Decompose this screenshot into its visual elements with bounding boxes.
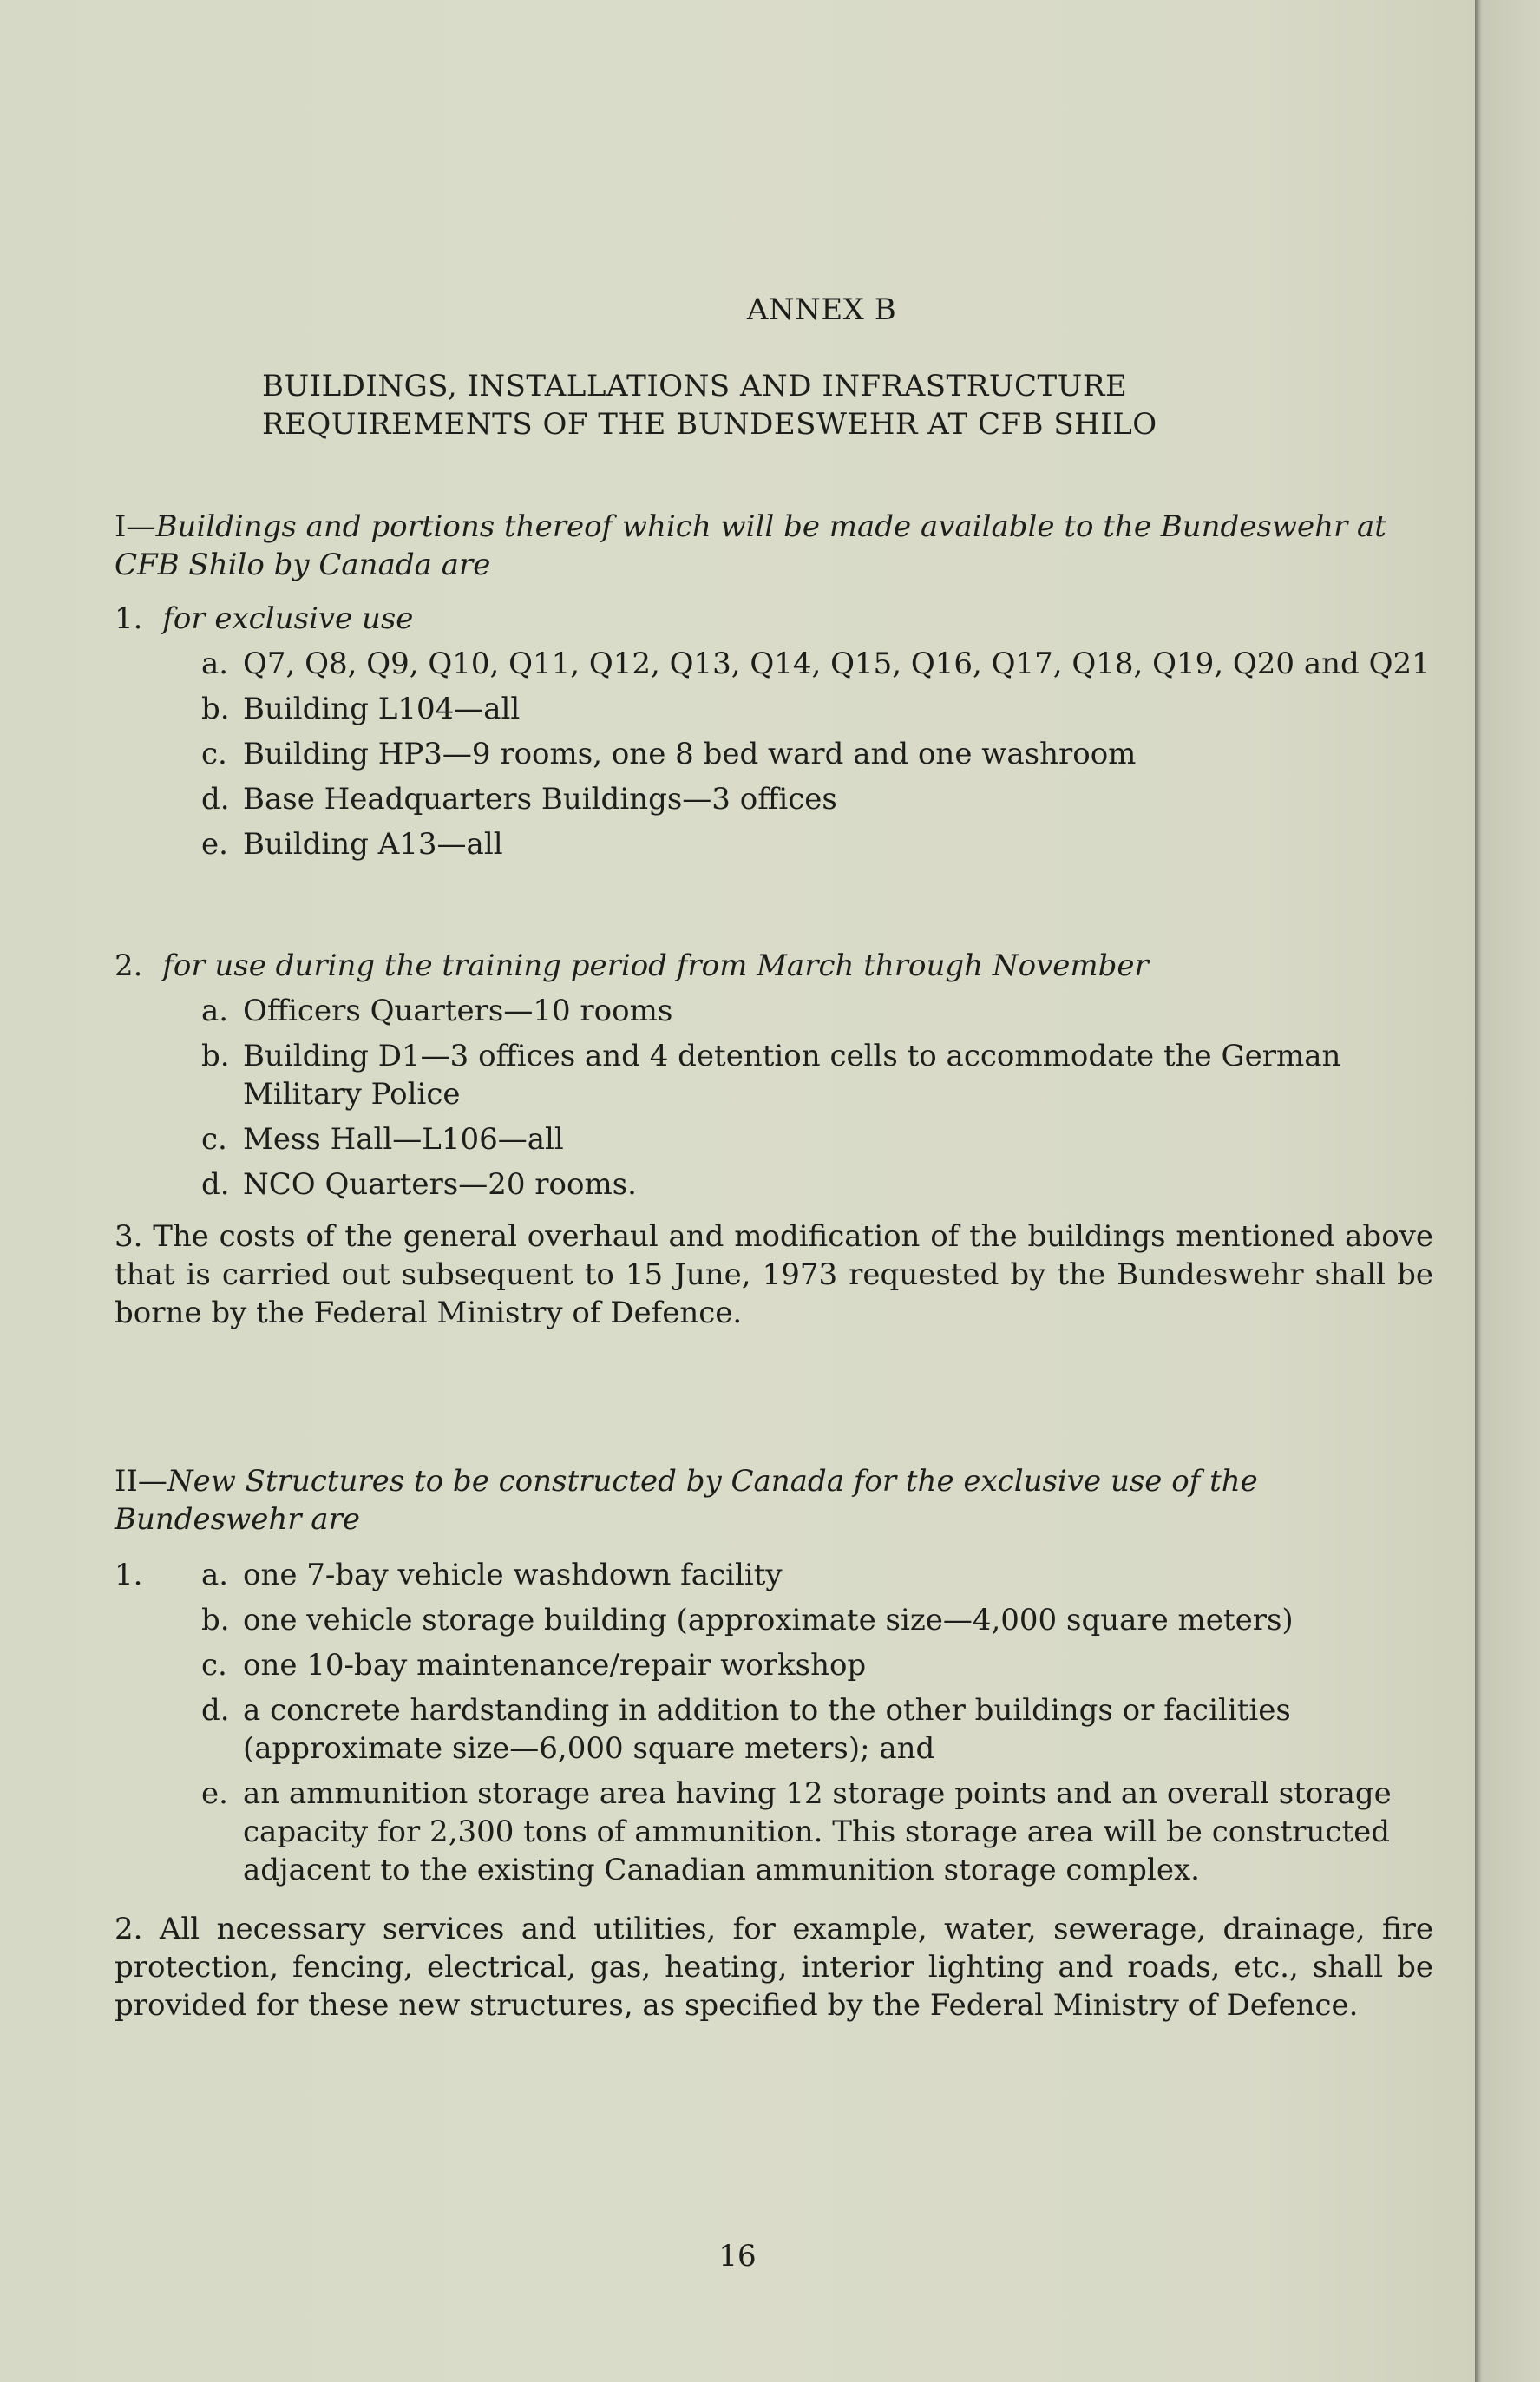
section-1-intro	[115, 508, 1433, 584]
list-item-letter: e.	[201, 1776, 228, 1811]
section-2-intro	[115, 1462, 1433, 1539]
list-item	[115, 1037, 1433, 1113]
section-2-paragraph-2: 2. All necessary services and utilities, for example, water, sewerage, drainage, fire protection, fencing, electrical, gas, heating, interior lighting and roads, etc., shall be provided for these new structures, as specified by the Federal Ministry of Defence.	[115, 1912, 1433, 2023]
list-item	[115, 1165, 1433, 1204]
list-item-letter: b.	[201, 692, 230, 726]
list-item-text: Q7, Q8, Q9, Q10, Q11, Q12, Q13, Q14, Q15, Q16, Q17, Q18, Q19, Q20 and Q21	[243, 646, 1431, 681]
list-item-text: Mess Hall—L106—all	[243, 1122, 564, 1157]
list-item-letter: a.	[201, 646, 229, 681]
list-item	[115, 825, 1433, 863]
list-item	[115, 645, 1433, 683]
list-item-text: one 10-bay maintenance/repair workshop	[243, 1648, 867, 1683]
section-2-intro-text: New Structures to be constructed by Canada for the exclusive use of the Bundeswehr are	[115, 1464, 1258, 1537]
list-item	[115, 1120, 1433, 1158]
facing-page-edge	[1475, 0, 1540, 2382]
list-item	[115, 1691, 1433, 1768]
annex-content	[115, 291, 1433, 2024]
list-item	[115, 690, 1433, 728]
group-2-heading	[115, 947, 1433, 985]
annex-title: ANNEX B	[746, 292, 897, 327]
list-item	[115, 780, 1433, 818]
list-item-text: one vehicle storage building (approximate size—4,000 square meters)	[243, 1603, 1294, 1637]
section-2-number: 1.	[115, 1558, 143, 1592]
list-item-letter: d.	[201, 782, 230, 817]
list-item-letter: c.	[201, 1122, 227, 1157]
group-1-number: 1.	[115, 601, 143, 636]
annex-heading-line-2: REQUIREMENTS OF THE BUNDESWEHR AT CFB SHILO	[262, 407, 1157, 442]
list-item-text: one 7-bay vehicle washdown facility	[243, 1558, 783, 1592]
list-item-letter: a.	[201, 1558, 229, 1592]
list-item-text: Officers Quarters—10 rooms	[243, 994, 673, 1028]
list-item-text: Base Headquarters Buildings—3 offices	[243, 782, 837, 817]
list-item-text: an ammunition storage area having 12 storage points and an overall storage capacity for 2,300 tons of ammunition. This storage area will be constructed adjacent to the existing Canadian ammunition storage complex.	[243, 1776, 1392, 1887]
list-item-letter: e.	[201, 827, 228, 862]
group-2-number: 2.	[115, 948, 143, 983]
list-item	[115, 992, 1433, 1030]
section-2-numeral: II—	[115, 1464, 167, 1499]
list-item	[115, 1646, 1433, 1684]
list-item-text: Building HP3—9 rooms, one 8 bed ward and one washroom	[243, 737, 1137, 771]
list-item-text: Building L104—all	[243, 692, 521, 726]
list-item-letter: d.	[201, 1167, 230, 1202]
section-1-intro-text: Buildings and portions thereof which will be made available to the Bundeswehr at CFB Shilo by Canada are	[115, 509, 1386, 582]
list-item-letter: b.	[201, 1039, 230, 1073]
page-number: 16	[718, 2239, 757, 2274]
list-item-text: NCO Quarters—20 rooms.	[243, 1167, 637, 1202]
list-item-letter: c.	[201, 737, 227, 771]
list-item-letter: a.	[201, 994, 229, 1028]
list-item-letter: c.	[201, 1648, 227, 1683]
group-1-heading	[115, 600, 1433, 638]
group-1-label: for exclusive use	[162, 601, 414, 636]
list-item	[115, 1601, 1433, 1639]
list-item-letter: b.	[201, 1603, 230, 1637]
list-item	[115, 1775, 1433, 1889]
list-item-text: Building D1—3 offices and 4 detention cells to accommodate the German Military Police	[243, 1039, 1341, 1112]
section-1-paragraph-3: 3. The costs of the general overhaul and modification of the buildings mentioned above that is carried out subsequent to 15 June, 1973 requested by the Bundeswehr shall be borne by the Federal Ministry of Defence.	[115, 1219, 1433, 1330]
list-item-letter: d.	[201, 1693, 230, 1728]
list-item	[115, 1556, 1433, 1594]
group-2-label: for use during the training period from March through November	[162, 948, 1149, 983]
list-item	[115, 735, 1433, 773]
list-item-text: Building A13—all	[243, 827, 503, 862]
section-1-numeral: I—	[115, 509, 156, 544]
list-item-text: a concrete hardstanding in addition to the other buildings or facilities (approximate size—6,000 square meters); and	[243, 1693, 1291, 1766]
annex-heading-line-1: BUILDINGS, INSTALLATIONS AND INFRASTRUCTURE	[262, 369, 1128, 404]
